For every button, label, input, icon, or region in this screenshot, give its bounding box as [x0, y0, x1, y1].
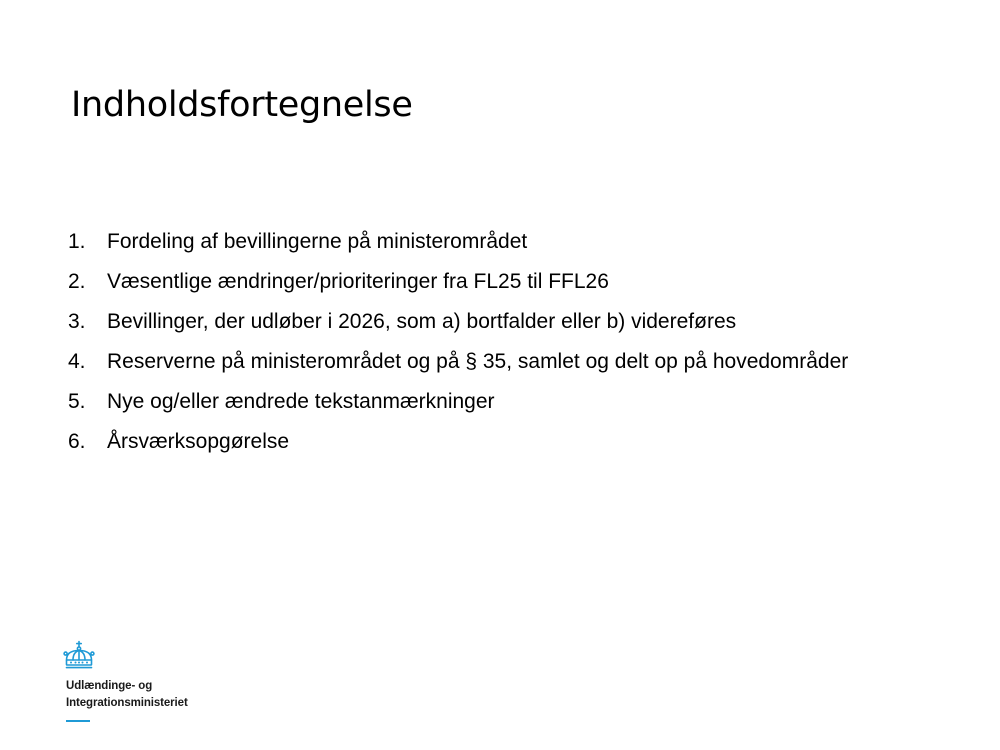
list-item-number: 1. — [68, 230, 86, 253]
list-item — [68, 229, 888, 254]
slide-title: Indholdsfortegnelse — [71, 85, 413, 125]
list-item-number: 3. — [68, 310, 86, 333]
list-item-text: Fordeling af bevillingerne på ministerområdet — [107, 230, 528, 253]
logo-text-line-2: Integrationsministeriet — [66, 697, 188, 709]
list-item-number: 4. — [68, 350, 86, 373]
list-item-text: Nye og/eller ændrede tekstanmærkninger — [107, 390, 495, 413]
list-item-number: 2. — [68, 270, 86, 293]
list-item-number: 6. — [68, 430, 86, 453]
list-item — [68, 309, 888, 334]
table-of-contents — [68, 229, 888, 469]
ministry-logo — [62, 640, 222, 730]
logo-text-line-1: Udlændinge- og — [66, 680, 153, 692]
logo-accent-rule — [66, 720, 90, 722]
list-item — [68, 349, 888, 374]
list-item — [68, 429, 888, 454]
list-item-text: Årsværksopgørelse — [107, 430, 290, 453]
list-item — [68, 389, 888, 414]
list-item-number: 5. — [68, 390, 86, 413]
crown-icon — [62, 640, 96, 674]
list-item — [68, 269, 888, 294]
list-item-text: Væsentlige ændringer/prioriteringer fra FL25 til FFL26 — [107, 270, 609, 293]
list-item-text: Reserverne på ministerområdet og på § 35, samlet og delt op på hovedområder — [107, 350, 849, 373]
list-item-text: Bevillinger, der udløber i 2026, som a) bortfalder eller b) videreføres — [107, 310, 737, 333]
